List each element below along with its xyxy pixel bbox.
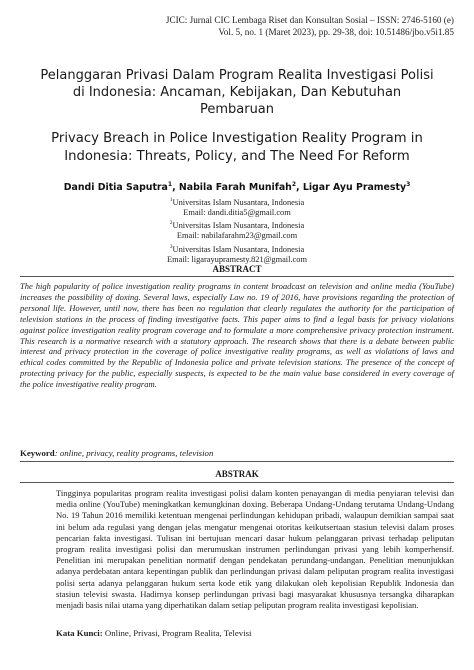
affiliation-email: Email: ligarayupramesty.821@gmail.com — [167, 254, 307, 264]
keywords-label: Keyword — [20, 448, 55, 458]
author-sup: 1 — [167, 181, 173, 188]
abstrak-heading: ABSTRAK — [215, 469, 259, 479]
abstract-indonesian-text: Tingginya popularitas program realita investigasi polisi dalam konten penayangan di media penyiaran televisi dan media online (YouTube) meningkatkan kemungkinan doxing. Beberapa Undang-Undang terutama Undang-Undang No. 19 Tahun 2016 memiliki ketentuan mengenai perlindungan kehidupan pribadi, walaupun demikian sampai saat ini belum ada regulasi yang dengan jelas mengatur mengenai otoritas keikutsertaan stasiun televisi dalam proses pencarian fakta investigasi. Tulisan ini bertujuan mencari dasar hukum pelanggaran privasi terhadap peliputan program realita investigasi polisi dan merumuskan instrumen perlindungan privasi yang lebih komperhensif. Penelitian ini merupakan penelitian normatif dengan pendekatan perundang-undangan. Penelitian menunjukkan adanya perdebatan antara kepentingan publik dan perlindungan privasi dalam peliputan program realita investigasi polisi serta adanya pelanggaran hukum serta kode etik yang dilakukan oleh kepolisian Republik Indonesia dan stasiun televisi swasta. Hadirnya konsep perlindungan privasi bagi masyarakat khususnya tersangka diharapkan menjadi basis nilai utama yang diperhatikan dalam setiap peliputan program realita investigasi kepolisian. — [56, 488, 454, 611]
affiliation-email: Email: nabilafarahm23@gmail.com — [176, 231, 298, 241]
kata-kunci-value: Online, Privasi, Program Realita, Televisi — [104, 628, 252, 638]
title-indonesian: Pelanggaran Privasi Dalam Program Realita Investigasi Polisi di Indonesia: Ancaman, Kebijakan, Dan Kebutuhan Pembaruan — [40, 68, 434, 117]
author-separator: , — [296, 182, 303, 194]
author-name: Dandi Ditia Saputra — [63, 182, 168, 194]
journal-header-line-1: JCIC: Jurnal CIC Lembaga Riset dan Konsultan Sosial – ISSN: 2746-5160 (e) — [165, 15, 454, 25]
keywords-value: : online, privacy, reality programs, television — [54, 448, 214, 458]
abstrak-rule — [20, 482, 454, 483]
author-list — [40, 181, 434, 193]
author-name: Ligar Ayu Pramesty — [302, 182, 407, 194]
journal-header-line-2: Vol. 5, no. 1 (Maret 2023), pp. 29-38, doi: 10.51486/jbo.v5i1.85 — [218, 27, 454, 37]
affiliation-email: Email: dandi.ditia5@gmail.com — [183, 208, 291, 218]
journal-header — [166, 14, 454, 38]
affiliation: $^3$Universitas Islam Nusantara, Indonesia — [169, 243, 305, 254]
author-separator: , — [172, 182, 179, 194]
keywords-english — [20, 448, 454, 458]
affiliation: $^2$Universitas Islam Nusantara, Indonesia — [169, 220, 305, 231]
affiliation-list — [100, 195, 374, 265]
affiliation: $^1$Universitas Islam Nusantara, Indonesia — [169, 197, 305, 207]
author-name: Nabila Farah Munifah — [178, 182, 292, 194]
abstract-top-rule — [20, 276, 454, 277]
kata-kunci-label: Kata Kunci: — [56, 628, 103, 638]
title-english: Privacy Breach in Police Investigation Reality Program in Indonesia: Threats, Policy, and The Need For Reform — [51, 131, 423, 164]
abstract-bottom-rule — [20, 461, 454, 462]
keywords-indonesian — [56, 628, 454, 638]
abstract-heading: ABSTRACT — [212, 264, 262, 274]
author-sup: 2 — [291, 181, 297, 188]
author-sup: 3 — [406, 181, 411, 188]
abstract-english-text: The high popularity of police investigation reality programs in content broadcast on television and online media (YouTube) increases the possibility of doxing. Several laws, especially Law no. 19 of 2016, have provisions regarding the protection of personal life. However, until now, there has been no regulation that clearly regulates the authority for the participation of television stations in the process of finding investigative facts. This paper aims to find a legal basis for privacy violations against police investigation reality program coverage and to formulate a more comprehensive privacy protection instrument. This research is a normative research with a statutory approach. The research shows that there is a debate between public interest and privacy protection in the coverage of police investigative reality programs, as well as violations of laws and ethical codes committed by the Republic of Indonesia police and private television stations. The presence of the concept of protecting privacy for the public, especially suspects, is expected to be the main value base considered in every coverage of the police investigative reality program. — [20, 281, 454, 390]
